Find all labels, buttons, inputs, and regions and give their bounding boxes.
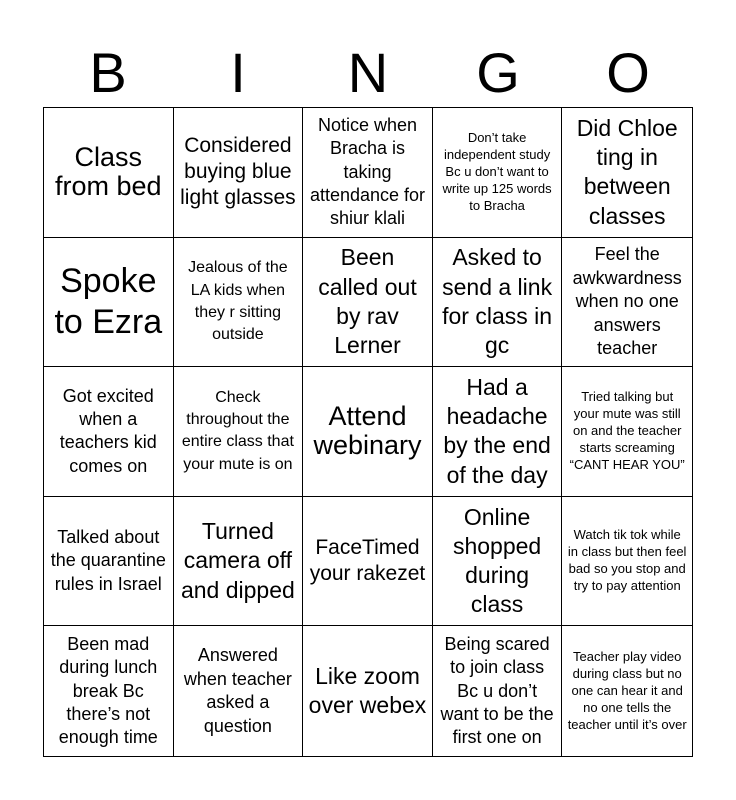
bingo-board [43,107,693,757]
bingo-cell-text: Tried talking but your mute was still on and the teacher starts screaming “CANT HEAR YOU” [569,389,685,472]
bingo-cell[interactable] [303,108,433,238]
bingo-cell-text: Got excited when a teachers kid comes on [59,385,157,476]
bingo-cell-text: Attend webinary [313,401,422,461]
bingo-cell[interactable] [44,108,174,238]
bingo-cell-text: Check throughout the entire class that your mute is on [181,388,294,473]
bingo-cell-text: Feel the awkwardness when no one answers teacher [572,244,682,358]
bingo-cell-text: Watch tik tok while in class but then feel bad so you stop and try to pay attention [567,527,687,593]
bingo-cell[interactable] [44,497,174,627]
bingo-cell[interactable] [303,497,433,627]
bingo-cell-text: Jealous of the LA kids when they r sitting outside [188,259,288,344]
bingo-cell-text: Been mad during lunch break Bc there’s not enough time [58,633,158,748]
bingo-cell[interactable] [44,626,174,756]
bingo-cell[interactable] [44,238,174,368]
bingo-cell-text: Answered when teacher asked a question [183,645,292,736]
bingo-cell[interactable] [303,238,433,368]
bingo-cell-text: Asked to send a link for class in gc [442,244,553,359]
bingo-cell-text: Been called out by rav Lerner [318,244,417,359]
bingo-cell-text: Class from bed [55,142,162,202]
bingo-cell[interactable] [433,108,563,238]
bingo-cell[interactable] [303,626,433,756]
header-letter-n: N [347,41,389,104]
header-letter-i: I [230,41,246,104]
bingo-cell-text: Online shopped during class [452,503,542,618]
bingo-cell-text: Don’t take independent study Bc u don’t want to write up 125 words to Bracha [442,130,552,213]
bingo-cell[interactable] [433,497,563,627]
bingo-cell[interactable] [562,497,692,627]
bingo-cell[interactable] [303,367,433,497]
bingo-cell-text: Had a headache by the end of the day [443,374,551,488]
header-letter-g: G [476,41,520,104]
bingo-cell-text: Spoke to Ezra [54,262,163,341]
bingo-cell-text: Talked about the quarantine rules in Israel [50,527,166,594]
bingo-cell[interactable] [562,108,692,238]
bingo-cell-text: Notice when Bracha is taking attendance for shiur klali [309,114,426,229]
bingo-cell-text: Considered buying blue light glasses [180,133,296,210]
bingo-cell[interactable] [174,108,304,238]
bingo-header [43,38,693,108]
bingo-cell-text: Being scared to join class Bc u don’t want to be the first one on [440,633,554,748]
bingo-cell[interactable] [433,367,563,497]
bingo-cell[interactable] [562,238,692,368]
bingo-cell[interactable] [174,367,304,497]
bingo-cell[interactable] [174,497,304,627]
bingo-cell-text: Turned camera off and dipped [180,518,295,603]
bingo-cell[interactable] [562,367,692,497]
bingo-cell[interactable] [433,626,563,756]
bingo-cell-text: Did Chloe ting in between classes [576,114,678,229]
bingo-cell[interactable] [44,367,174,497]
bingo-cell-text: Like zoom over webex [308,662,427,719]
bingo-cell[interactable] [174,238,304,368]
bingo-cell-text: Teacher play video during class but no one can hear it and no one tells the teacher until it’s over [567,648,687,732]
bingo-cell[interactable] [433,238,563,368]
bingo-cell-text: FaceTimed your rakezet [309,535,426,586]
header-letter-b: B [89,41,127,104]
header-letter-o: O [606,41,650,104]
bingo-cell[interactable] [562,626,692,756]
bingo-cell[interactable] [174,626,304,756]
